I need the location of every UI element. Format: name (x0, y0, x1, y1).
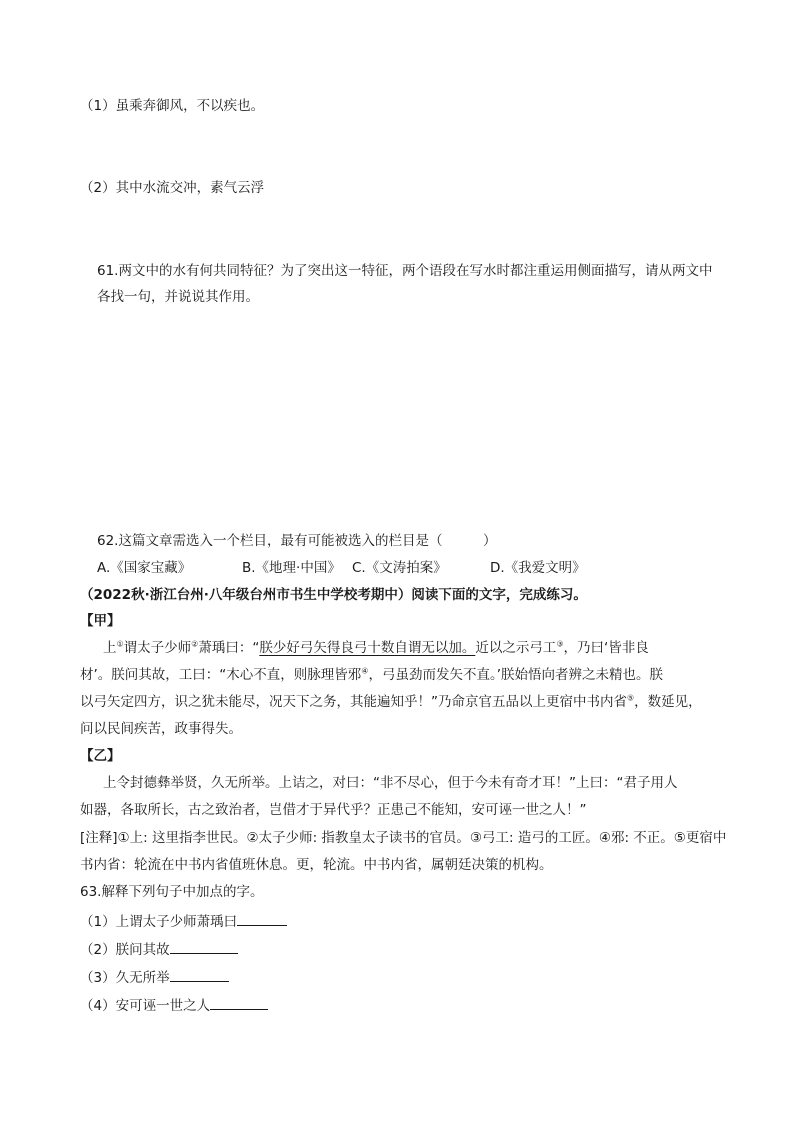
jia-label: 【甲】 (80, 613, 121, 629)
q62-option-d: D.《我爱文明》 (490, 560, 586, 576)
q62-option-c: C.《文涛拍案》 (352, 560, 447, 576)
jia-line-4: 问以民间疾苦，政事得失。 (80, 721, 242, 737)
jia-text: 以弓矢定四方，识之犹未能尽，况天下之务，其能遍知乎！”乃命京官五品以上更宿中书内省 (80, 694, 627, 710)
q63-item-text: （3）久无所举 (80, 970, 170, 986)
q63-stem: 63.解释下列句子中加点的字。 (80, 884, 264, 900)
source-line: （2022秋·浙江台州·八年级台州市书生中学校考期中）阅读下面的文字，完成练习。 (80, 587, 587, 603)
q63-item-text: （2）朕问其故 (80, 942, 170, 958)
q61-line2: 各找一句，并说说其作用。 (97, 289, 259, 305)
underlined-sentence: 朕少好弓矢得良弓十数自谓无以加。 (259, 640, 476, 656)
footnote-marker: ① (116, 639, 124, 649)
q63-item-1 (80, 912, 287, 932)
jia-text: 材’。朕问其故，工曰：“木心不直，则脉理皆邪 (80, 667, 362, 683)
yi-label: 【乙】 (80, 748, 121, 764)
footnote-marker: ④ (361, 666, 369, 676)
jia-line-1 (103, 638, 649, 658)
q62-option-a: A.《国家宝藏》 (97, 560, 192, 576)
jia-text: ，乃曰‘皆非良 (563, 640, 649, 656)
footnote-marker: ② (191, 639, 199, 649)
jia-text: ，弓虽劲而发矢不直。’朕始悟向者辨之未精也。朕 (368, 667, 664, 683)
notes-line-1: [注释]①上: 这里指李世民。②太子少师: 指教皇太子读书的官员。③弓工: 造弓的工匠。④邪: 不正。⑤更宿中 (80, 830, 727, 846)
answer-blank[interactable] (170, 968, 229, 982)
jia-text: 近以之示弓工 (475, 640, 557, 656)
q60-sub2: （2）其中水流交冲，素气云浮 (80, 180, 265, 196)
jia-text: 萧瑀曰：“ (198, 640, 260, 656)
jia-text: 谓太子少师 (123, 640, 192, 656)
q61-line1: 61.两文中的水有何共同特征？为了突出这一特征，两个语段在写水时都注重运用侧面描写，请从两文中 (97, 263, 713, 279)
answer-blank[interactable] (237, 912, 287, 926)
footnote-marker: ③ (556, 639, 564, 649)
answer-blank[interactable] (210, 996, 268, 1010)
jia-text: 上 (103, 640, 117, 656)
yi-line-2: 如器，各取所长，古之致治者，岂借才于异代乎？正患己不能知，安可诬一世之人！” (80, 802, 587, 818)
jia-line-2 (80, 665, 663, 685)
footnote-marker: ⑤ (627, 693, 635, 703)
q62-option-b: B.《地理·中国》 (242, 560, 341, 576)
jia-line-3 (80, 692, 702, 712)
notes-line-2: 书内省：轮流在中书内省值班休息。更，轮流。中书内省，属朝廷决策的机构。 (80, 857, 553, 873)
q62-stem: 62.这篇文章需选入一个栏目，最有可能被选入的栏目是（ ） (97, 533, 497, 549)
q63-item-3 (80, 968, 229, 988)
answer-blank[interactable] (170, 940, 238, 954)
q63-item-text: （1）上谓太子少师萧瑀曰 (80, 914, 238, 930)
q63-item-text: （4）安可诬一世之人 (80, 998, 211, 1014)
q63-item-2 (80, 940, 238, 960)
q60-sub1: （1）虽乘奔御风，不以疾也。 (80, 98, 265, 114)
q63-item-4 (80, 996, 268, 1016)
jia-text: ，数延见， (634, 694, 702, 710)
yi-line-1: 上令封德彝举贤，久无所举。上诘之，对曰：“非不尽心，但于今未有奇才耳！”上曰：“君子用人 (103, 775, 678, 791)
